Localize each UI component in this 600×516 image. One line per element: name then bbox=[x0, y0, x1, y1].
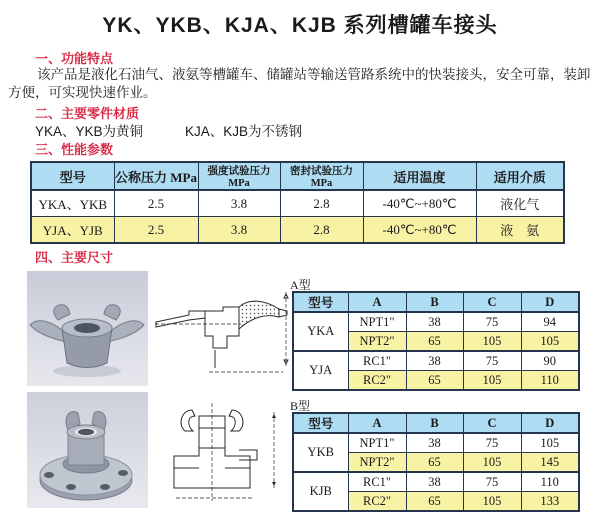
type-a-section-drawing-image bbox=[153, 284, 293, 380]
cell-b: 65 bbox=[406, 371, 463, 391]
performance-table bbox=[30, 161, 565, 244]
wing-coupling-photo-image bbox=[27, 271, 148, 386]
col-header-b: B bbox=[406, 413, 463, 433]
cell-strength-test: 3.8 bbox=[198, 190, 280, 217]
cell-c: 75 bbox=[463, 312, 521, 332]
cell-b: 38 bbox=[406, 472, 463, 492]
cell-b: 38 bbox=[406, 433, 463, 453]
material-brass: YKA、YKB为黄铜 bbox=[35, 124, 144, 139]
cell-thread: NPT2" bbox=[348, 332, 406, 352]
cell-d: 94 bbox=[521, 312, 579, 332]
cell-thread: NPT2" bbox=[348, 453, 406, 473]
type-b-section-drawing bbox=[162, 398, 287, 506]
section-heading-materials: 二、主要零件材质 bbox=[35, 106, 140, 121]
cell-thread: RC1" bbox=[348, 351, 406, 371]
cell-d: 110 bbox=[521, 472, 579, 492]
section-heading-features: 一、功能特点 bbox=[35, 51, 114, 66]
cell-thread: RC2" bbox=[348, 371, 406, 391]
page-title: YK、YKB、KJA、KJB 系列槽罐车接头 bbox=[102, 14, 498, 37]
cell-b: 65 bbox=[406, 453, 463, 473]
cell-seal-test: 2.8 bbox=[280, 217, 363, 244]
cell-thread: NPT1" bbox=[348, 312, 406, 332]
cell-thread: RC1" bbox=[348, 472, 406, 492]
dim-table-a-label: A型 bbox=[290, 278, 311, 292]
col-header-model: 型号 bbox=[31, 162, 114, 190]
type-b-section-drawing-image bbox=[162, 398, 287, 506]
col-header-nominal-pressure: 公称压力 MPa bbox=[114, 162, 198, 190]
dim-a-header-row bbox=[293, 292, 579, 312]
cell-nominal-pressure: 2.5 bbox=[114, 190, 198, 217]
cell-c: 75 bbox=[463, 433, 521, 453]
cell-d: 145 bbox=[521, 453, 579, 473]
col-header-medium: 适用介质 bbox=[476, 162, 564, 190]
table-row bbox=[31, 217, 564, 244]
cell-d: 110 bbox=[521, 371, 579, 391]
cell-d: 90 bbox=[521, 351, 579, 371]
cell-b: 38 bbox=[406, 351, 463, 371]
table-row bbox=[293, 312, 579, 332]
dim-table-b-label: B型 bbox=[290, 399, 311, 413]
cell-c: 105 bbox=[463, 492, 521, 512]
feature-paragraph: 该产品是液化石油气、液氨等槽罐车、储罐站等输送管路系统中的快装接头，安全可靠，装卸方便，可实现快速作业。 bbox=[8, 67, 591, 100]
col-header-b: B bbox=[406, 292, 463, 312]
flange-coupling-photo bbox=[27, 392, 148, 508]
cell-thread: NPT1" bbox=[348, 433, 406, 453]
cell-medium: 液化气 bbox=[476, 190, 564, 217]
materials-line bbox=[35, 120, 302, 140]
cell-b: 38 bbox=[406, 312, 463, 332]
cell-temperature: -40℃~+80℃ bbox=[363, 190, 476, 217]
col-header-strength-test: 强度试验压力MPa bbox=[198, 162, 280, 190]
col-header-d: D bbox=[521, 292, 579, 312]
cell-c: 75 bbox=[463, 351, 521, 371]
section-heading-performance: 三、性能参数 bbox=[35, 142, 114, 157]
section-heading-dimensions: 四、主要尺寸 bbox=[35, 250, 114, 265]
col-header-a: A bbox=[348, 292, 406, 312]
table-row bbox=[293, 472, 579, 492]
table-row bbox=[293, 433, 579, 453]
wing-coupling-photo bbox=[27, 271, 148, 386]
cell-temperature: -40℃~+80℃ bbox=[363, 217, 476, 244]
col-header-model: 型号 bbox=[293, 413, 348, 433]
cell-model: YKA、YKB bbox=[31, 190, 114, 217]
table-row bbox=[293, 351, 579, 371]
col-header-a: A bbox=[348, 413, 406, 433]
flange-coupling-photo-image bbox=[27, 392, 148, 508]
cell-model: YKB bbox=[293, 433, 348, 472]
material-stainless: KJA、KJB为不锈钢 bbox=[185, 124, 303, 139]
table-row bbox=[31, 190, 564, 217]
cell-d: 105 bbox=[521, 433, 579, 453]
cell-strength-test: 3.8 bbox=[198, 217, 280, 244]
performance-header-row bbox=[31, 162, 564, 190]
type-a-section-drawing bbox=[153, 284, 293, 380]
cell-b: 65 bbox=[406, 492, 463, 512]
cell-nominal-pressure: 2.5 bbox=[114, 217, 198, 244]
cell-b: 65 bbox=[406, 332, 463, 352]
dimension-table-b bbox=[292, 412, 580, 512]
cell-medium: 液 氨 bbox=[476, 217, 564, 244]
cell-model: YJA、YJB bbox=[31, 217, 114, 244]
col-header-model: 型号 bbox=[293, 292, 348, 312]
cell-model: YJA bbox=[293, 351, 348, 390]
col-header-seal-test: 密封试验压力MPa bbox=[280, 162, 363, 190]
col-header-c: C bbox=[463, 292, 521, 312]
cell-d: 105 bbox=[521, 332, 579, 352]
dim-b-header-row bbox=[293, 413, 579, 433]
cell-thread: RC2" bbox=[348, 492, 406, 512]
cell-seal-test: 2.8 bbox=[280, 190, 363, 217]
cell-model: KJB bbox=[293, 472, 348, 511]
dimension-table-a bbox=[292, 291, 580, 391]
cell-model: YKA bbox=[293, 312, 348, 351]
cell-c: 105 bbox=[463, 332, 521, 352]
cell-c: 105 bbox=[463, 371, 521, 391]
cell-d: 133 bbox=[521, 492, 579, 512]
cell-c: 105 bbox=[463, 453, 521, 473]
col-header-d: D bbox=[521, 413, 579, 433]
cell-c: 75 bbox=[463, 472, 521, 492]
col-header-temperature: 适用温度 bbox=[363, 162, 476, 190]
col-header-c: C bbox=[463, 413, 521, 433]
